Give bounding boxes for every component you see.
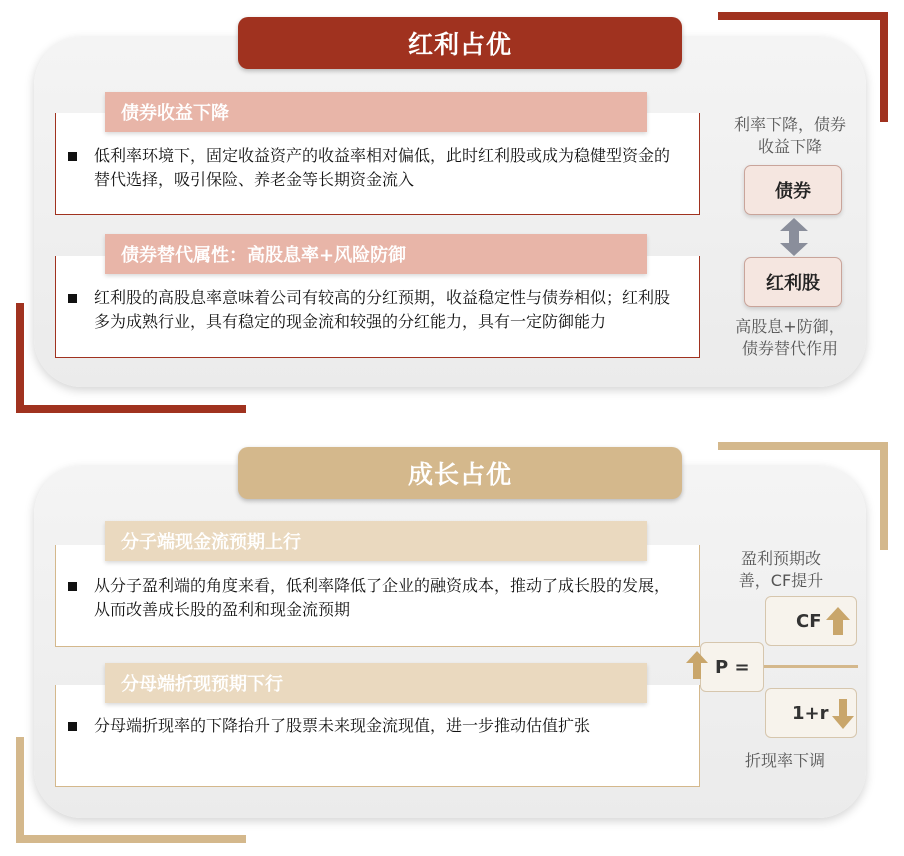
bullet-square-icon <box>68 722 77 731</box>
up-arrow-icon <box>686 651 708 679</box>
growth-section-2-text <box>68 714 682 738</box>
up-arrow-icon <box>826 607 850 635</box>
price-box <box>700 642 764 692</box>
growth-side-top-text: 盈利预期改善，CF提升 <box>738 549 824 590</box>
double-arrow-icon <box>779 218 809 256</box>
dividend-section-2-text <box>68 286 682 334</box>
denominator-label: 1+r <box>792 702 829 724</box>
numerator-label: CF <box>796 610 822 632</box>
fraction-line <box>762 665 858 668</box>
bullet-text-content: 低利率环境下，固定收益资产的收益率相对偏低，此时红利股或成为稳健型资金的替代选择，吸引保险、养老金等长期资金流入 <box>94 146 671 189</box>
growth-section-1-heading: 分子端现金流预期上行 <box>105 521 647 561</box>
growth-side-bottom-text: 折现率下调 <box>744 751 825 770</box>
down-arrow-icon <box>832 699 854 729</box>
dividend-side-bottom-text: 高股息+防御，债券替代作用 <box>735 317 845 358</box>
growth-section-1-text <box>68 574 682 622</box>
bullet-square-icon <box>68 152 77 161</box>
price-label: P = <box>715 656 750 678</box>
bond-chip: 债券 <box>744 165 842 215</box>
bullet-text-content: 分母端折现率的下降抬升了股票未来现金流现值，进一步推动估值扩张 <box>94 716 591 735</box>
bullet-square-icon <box>68 294 77 303</box>
dividend-stock-chip: 红利股 <box>744 257 842 307</box>
dividend-section-1-text <box>68 144 682 192</box>
growth-title-banner: 成长占优 <box>238 447 682 499</box>
bullet-text-content: 红利股的高股息率意味着公司有较高的分红预期，收益稳定性与债券相似；红利股多为成熟行业，具有稳定的现金流和较强的分红能力，具有一定防御能力 <box>94 288 671 331</box>
growth-section-2-heading: 分母端折现预期下行 <box>105 663 647 703</box>
dividend-section-2-heading: 债券替代属性：高股息率+风险防御 <box>105 234 647 274</box>
dividend-section-1-heading: 债券收益下降 <box>105 92 647 132</box>
dividend-title-banner: 红利占优 <box>238 17 682 69</box>
dividend-side-top-text: 利率下降，债券收益下降 <box>733 115 846 156</box>
bullet-text-content: 从分子盈利端的角度来看，低利率降低了企业的融资成本，推动了成长股的发展，从而改善成长股的盈利和现金流预期 <box>94 576 671 619</box>
bullet-square-icon <box>68 582 77 591</box>
